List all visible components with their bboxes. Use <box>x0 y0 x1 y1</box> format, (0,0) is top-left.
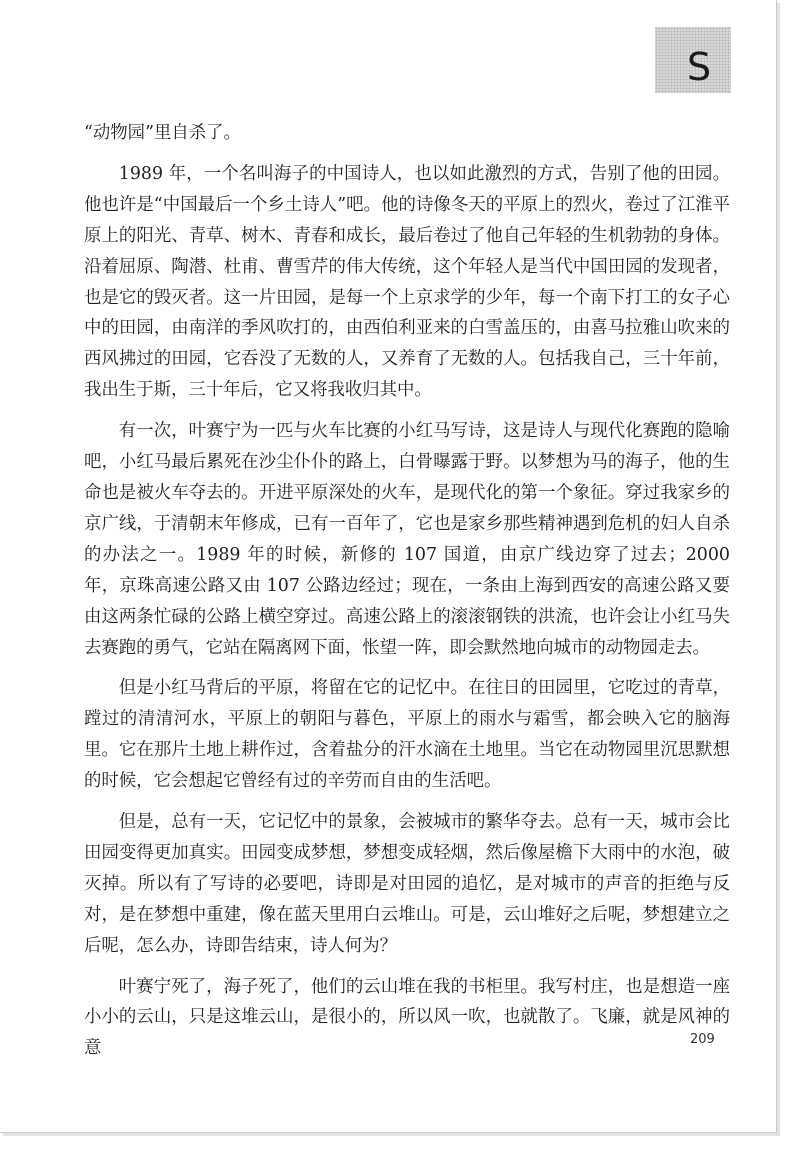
paragraph: 但是小红马背后的平原，将留在它的记忆中。在往日的田园里，它吃过的青草，蹚过的清清河水，平原上的朝阳与暮色，平原上的雨水与霜雪，都会映入它的脑海里。它在那片土地上耕作过，含着盐分的汗水滴在土地里。当它在动物园里沉思默想的时候，它会想起它曾经有过的辛劳而自由的生活吧。 <box>84 678 730 792</box>
paragraph: 叶赛宁死了，海子死了，他们的云山堆在我的书柜里。我写村庄，也是想造一座小小的云山，只是这堆云山，是很小的，所以风一吹，也就散了。飞廉，就是风神的意 <box>84 976 730 1059</box>
paragraph: “动物园”里自杀了。 <box>84 123 241 143</box>
paragraph: 但是，总有一天，它记忆中的景象，会被城市的繁华夺去。总有一天，城市会比田园变得更加真实。田园变成梦想，梦想变成轻烟，然后像屋檐下大雨中的水泡，破灭掉。所以有了写诗的必要吧，诗即是对田园的追忆，是对城市的声音的拒绝与反对，是在梦想中重建，像在蓝天里用白云堆山。可是，云山堆好之后呢，梦想建立之后呢，怎么办，诗即告结束，诗人何为？ <box>84 812 730 956</box>
section-letter: S <box>687 45 712 89</box>
paragraph: 1989 年，一个名叫海子的中国诗人，也以如此激烈的方式，告别了他的田园。他也许是“中国最后一个乡土诗人”吧。他的诗像冬天的平原上的烈火，卷过了江淮平原上的阳光、青草、树木、青春和成长，最后卷过了他自己年轻的生机勃勃的身体。沿着屈原、陶潜、杜甫、曹雪芹的伟大传统，这个年轻人是当代中国田园的发现者，也是它的毁灭者。这一片田园，是每一个上京求学的少年，每一个南下打工的女子心中的田园，由南洋的季风吹打的，由西伯利亚来的白雪盖压的，由喜马拉雅山吹来的西风拂过的田园，它吞没了无数的人，又养育了无数的人。包括我自己，三十年前，我出生于斯，三十年后，它又将我收归其中。 <box>84 163 730 401</box>
page-number: 209 <box>690 1032 715 1047</box>
body-text <box>84 118 730 1074</box>
paragraph: 有一次，叶赛宁为一匹与火车比赛的小红马写诗，这是诗人与现代化赛跑的隐喻吧，小红马最后累死在沙尘仆仆的路上，白骨曝露于野。以梦想为马的海子，他的生命也是被火车夺去的。开进平原深处的火车，是现代化的第一个象征。穿过我家乡的京广线，于清朝末年修成，已有一百年了，它也是家乡那些精神遇到危机的妇人自杀的办法之一。1989 年的时候，新修的 107 国道，由京广线边穿了过去；2000 年，京珠高速公路又由 107 公路边经过；现在，一条由上海到西安的高速公路又要由这两条忙碌的公路上横空穿过。高速公路上的滚滚钢铁的洪流，也许会让小红马失去赛跑的勇气，它站在隔离网下面，怅望一阵，即会默然地向城市的动物园走去。 <box>84 421 730 658</box>
